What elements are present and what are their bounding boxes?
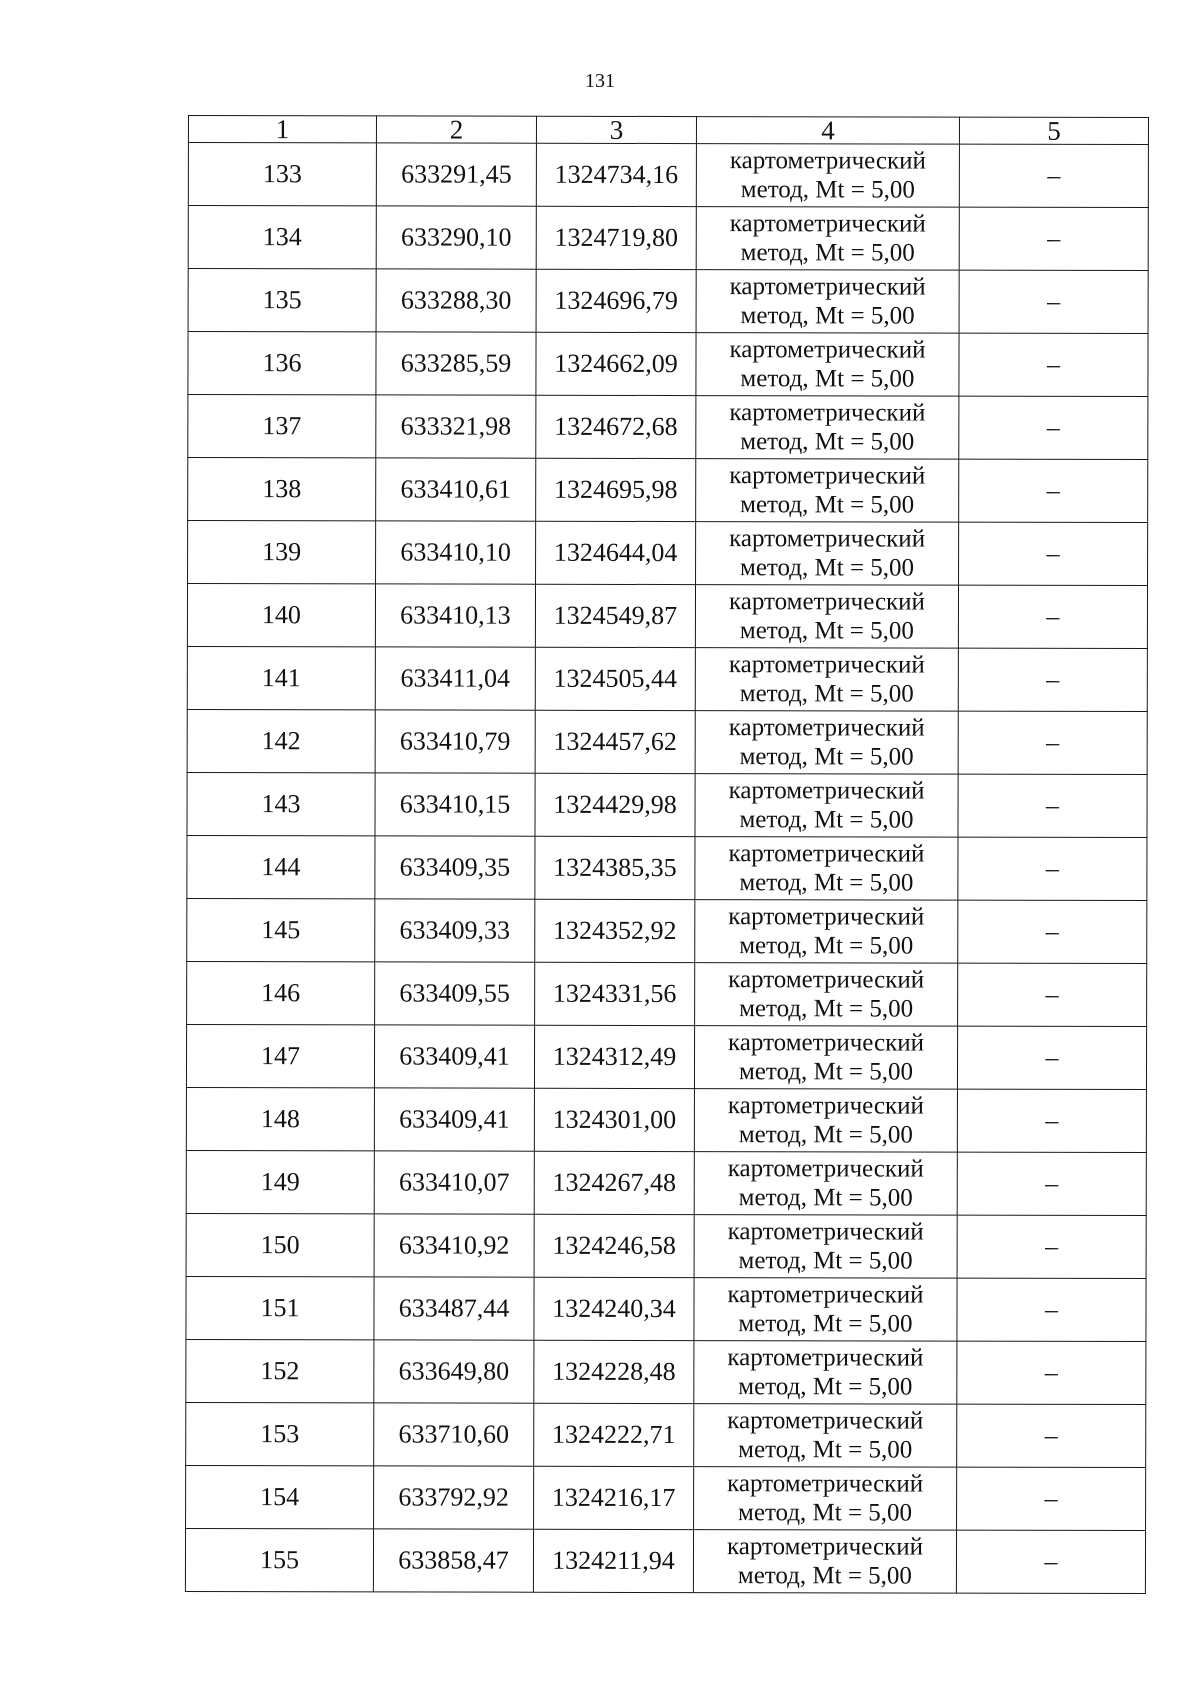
- y-coordinate-cell: 1324246,58: [534, 1214, 694, 1277]
- point-number-cell: 144: [187, 835, 375, 898]
- table-row: [186, 1150, 1146, 1215]
- method-line-1: картометрический: [729, 336, 926, 364]
- method-cell: [696, 144, 959, 208]
- column-5-cell: –: [958, 648, 1147, 711]
- column-5-cell: –: [957, 1404, 1146, 1467]
- x-coordinate-cell: 633410,10: [376, 521, 536, 584]
- table-row: [188, 458, 1148, 523]
- y-coordinate-cell: 1324222,71: [534, 1403, 694, 1466]
- column-5-cell: –: [959, 207, 1148, 270]
- method-line-2: метод, Mt = 5,00: [737, 1562, 912, 1590]
- table-row: [187, 835, 1147, 900]
- column-5-cell: –: [959, 333, 1148, 396]
- y-coordinate-cell: 1324216,17: [534, 1466, 694, 1529]
- column-5-cell: –: [957, 1026, 1146, 1089]
- table-row: [187, 709, 1147, 774]
- column-5-cell: –: [959, 396, 1148, 459]
- table-row: [188, 395, 1148, 460]
- x-coordinate-cell: 633487,44: [374, 1277, 534, 1340]
- method-line-2: метод, Mt = 5,00: [740, 302, 915, 330]
- method-cell: [694, 1341, 957, 1405]
- point-number-cell: 149: [186, 1150, 374, 1213]
- table-row: [186, 1465, 1146, 1530]
- point-number-cell: 134: [188, 206, 376, 269]
- table-row: [188, 332, 1148, 397]
- table-row: [187, 584, 1147, 649]
- method-line-1: картометрический: [729, 210, 926, 238]
- y-coordinate-cell: 1324228,48: [534, 1340, 694, 1403]
- column-5-cell: –: [959, 459, 1148, 522]
- column-5-cell: –: [956, 1530, 1145, 1593]
- method-line-1: картометрический: [728, 840, 925, 868]
- method-cell: [694, 1215, 957, 1279]
- x-coordinate-cell: 633410,15: [375, 773, 535, 836]
- point-number-cell: 140: [187, 584, 375, 647]
- method-line-1: картометрический: [727, 1218, 924, 1246]
- method-line-1: картометрический: [729, 462, 926, 490]
- method-cell: [695, 900, 958, 964]
- method-cell: [695, 774, 958, 838]
- method-cell: [694, 1026, 957, 1090]
- table-row: [187, 898, 1147, 963]
- point-number-cell: 135: [188, 269, 376, 332]
- method-line-1: картометрический: [727, 1344, 924, 1372]
- x-coordinate-cell: 633411,04: [375, 647, 535, 710]
- method-line-2: метод, Mt = 5,00: [740, 428, 915, 456]
- x-coordinate-cell: 633792,92: [374, 1466, 534, 1529]
- method-cell: [696, 333, 959, 397]
- column-5-cell: –: [959, 522, 1148, 585]
- method-line-1: картометрический: [728, 777, 925, 805]
- column-5-cell: –: [958, 774, 1147, 837]
- method-line-2: метод, Mt = 5,00: [740, 176, 915, 204]
- method-line-1: картометрический: [727, 1470, 924, 1498]
- table-row: [186, 1024, 1146, 1089]
- table-row: [188, 521, 1148, 586]
- table-row: [186, 1276, 1146, 1341]
- column-5-cell: –: [959, 270, 1148, 333]
- column-5-cell: –: [957, 1215, 1146, 1278]
- method-line-1: картометрический: [728, 903, 925, 931]
- point-number-cell: 137: [188, 395, 376, 458]
- table-row: [186, 1213, 1146, 1278]
- method-cell: [695, 963, 958, 1027]
- column-5-cell: –: [958, 585, 1147, 648]
- method-line-2: метод, Mt = 5,00: [738, 1058, 914, 1086]
- table-row: [187, 961, 1147, 1026]
- point-number-cell: 153: [186, 1402, 374, 1465]
- header-col-1: 1: [188, 116, 376, 143]
- page-number: 131: [585, 70, 615, 92]
- method-cell: [696, 270, 959, 334]
- column-5-cell: –: [958, 837, 1147, 900]
- y-coordinate-cell: 1324352,92: [535, 899, 695, 962]
- column-5-cell: –: [958, 711, 1147, 774]
- x-coordinate-cell: 633285,59: [376, 332, 536, 395]
- y-coordinate-cell: 1324719,80: [536, 206, 696, 269]
- table-header: [188, 116, 1148, 145]
- method-line-2: метод, Mt = 5,00: [739, 743, 914, 771]
- y-coordinate-cell: 1324240,34: [534, 1277, 694, 1340]
- y-coordinate-cell: 1324267,48: [534, 1151, 694, 1214]
- table-row: [185, 1528, 1145, 1593]
- method-line-2: метод, Mt = 5,00: [739, 680, 914, 708]
- x-coordinate-cell: 633410,07: [374, 1151, 534, 1214]
- table-row: [188, 143, 1148, 208]
- column-5-cell: –: [958, 963, 1147, 1026]
- method-cell: [694, 1152, 957, 1216]
- method-line-2: метод, Mt = 5,00: [739, 869, 914, 897]
- x-coordinate-cell: 633410,92: [374, 1214, 534, 1277]
- x-coordinate-cell: 633410,13: [375, 584, 535, 647]
- coordinates-table: [185, 115, 1149, 1594]
- method-line-2: метод, Mt = 5,00: [740, 491, 915, 519]
- x-coordinate-cell: 633288,30: [376, 269, 536, 332]
- method-cell: [696, 396, 959, 460]
- point-number-cell: 142: [187, 709, 375, 772]
- point-number-cell: 146: [187, 961, 375, 1024]
- column-5-cell: –: [959, 144, 1148, 207]
- column-5-cell: –: [957, 1089, 1146, 1152]
- y-coordinate-cell: 1324644,04: [536, 521, 696, 584]
- method-line-2: метод, Mt = 5,00: [739, 617, 914, 645]
- method-line-1: картометрический: [728, 588, 925, 616]
- table-row: [188, 269, 1148, 334]
- point-number-cell: 136: [188, 332, 376, 395]
- method-line-1: картометрический: [727, 1155, 924, 1183]
- table-body: [185, 143, 1148, 1594]
- method-line-1: картометрический: [727, 1092, 924, 1120]
- y-coordinate-cell: 1324331,56: [535, 962, 695, 1025]
- x-coordinate-cell: 633409,41: [374, 1088, 534, 1151]
- method-line-2: метод, Mt = 5,00: [739, 995, 914, 1023]
- method-cell: [696, 207, 959, 271]
- y-coordinate-cell: 1324211,94: [533, 1529, 693, 1592]
- method-cell: [695, 837, 958, 901]
- header-col-2: 2: [376, 116, 536, 143]
- x-coordinate-cell: 633410,61: [376, 458, 536, 521]
- method-line-2: метод, Mt = 5,00: [740, 365, 915, 393]
- x-coordinate-cell: 633858,47: [373, 1529, 533, 1592]
- method-line-1: картометрический: [729, 399, 926, 427]
- method-cell: [695, 711, 958, 775]
- header-col-5: 5: [959, 117, 1148, 144]
- method-line-2: метод, Mt = 5,00: [738, 1499, 913, 1527]
- header-col-4: 4: [696, 117, 959, 145]
- point-number-cell: 154: [186, 1465, 374, 1528]
- table-row: [186, 1339, 1146, 1404]
- point-number-cell: 139: [188, 521, 376, 584]
- y-coordinate-cell: 1324662,09: [536, 332, 696, 395]
- method-cell: [695, 648, 958, 712]
- column-5-cell: –: [957, 1278, 1146, 1341]
- method-line-2: метод, Mt = 5,00: [738, 1121, 913, 1149]
- point-number-cell: 151: [186, 1276, 374, 1339]
- table-row: [186, 1402, 1146, 1467]
- y-coordinate-cell: 1324549,87: [535, 584, 695, 647]
- method-cell: [694, 1467, 957, 1531]
- method-line-2: метод, Mt = 5,00: [738, 1247, 913, 1275]
- x-coordinate-cell: 633321,98: [376, 395, 536, 458]
- method-line-2: метод, Mt = 5,00: [738, 1373, 913, 1401]
- y-coordinate-cell: 1324385,35: [535, 836, 695, 899]
- y-coordinate-cell: 1324695,98: [536, 458, 696, 521]
- method-line-1: картометрический: [729, 147, 926, 175]
- column-5-cell: –: [957, 1152, 1146, 1215]
- header-row: [188, 116, 1148, 145]
- method-cell: [693, 1530, 956, 1594]
- table-row: [187, 646, 1147, 711]
- x-coordinate-cell: 633649,80: [374, 1340, 534, 1403]
- x-coordinate-cell: 633409,33: [375, 899, 535, 962]
- point-number-cell: 148: [186, 1087, 374, 1150]
- method-cell: [695, 585, 958, 649]
- header-col-3: 3: [536, 116, 696, 143]
- point-number-cell: 138: [188, 458, 376, 521]
- method-line-1: картометрический: [728, 651, 925, 679]
- method-line-1: картометрический: [728, 714, 925, 742]
- table-row: [187, 772, 1147, 837]
- point-number-cell: 143: [187, 772, 375, 835]
- method-line-2: метод, Mt = 5,00: [739, 932, 914, 960]
- y-coordinate-cell: 1324429,98: [535, 773, 695, 836]
- method-line-2: метод, Mt = 5,00: [739, 554, 915, 582]
- method-cell: [694, 1089, 957, 1153]
- method-line-1: картометрический: [728, 966, 925, 994]
- point-number-cell: 152: [186, 1339, 374, 1402]
- x-coordinate-cell: 633290,10: [376, 206, 536, 269]
- method-line-2: метод, Mt = 5,00: [738, 1184, 913, 1212]
- x-coordinate-cell: 633410,79: [375, 710, 535, 773]
- method-line-2: метод, Mt = 5,00: [739, 806, 914, 834]
- point-number-cell: 150: [186, 1213, 374, 1276]
- method-cell: [696, 459, 959, 523]
- method-line-2: метод, Mt = 5,00: [740, 239, 915, 267]
- point-number-cell: 145: [187, 898, 375, 961]
- method-cell: [694, 1278, 957, 1342]
- column-5-cell: –: [957, 1467, 1146, 1530]
- y-coordinate-cell: 1324301,00: [534, 1088, 694, 1151]
- y-coordinate-cell: 1324312,49: [534, 1025, 694, 1088]
- x-coordinate-cell: 633710,60: [374, 1403, 534, 1466]
- y-coordinate-cell: 1324734,16: [536, 143, 696, 206]
- y-coordinate-cell: 1324505,44: [535, 647, 695, 710]
- point-number-cell: 147: [186, 1024, 374, 1087]
- x-coordinate-cell: 633409,35: [375, 836, 535, 899]
- method-line-1: картометрический: [729, 273, 926, 301]
- method-line-1: картометрический: [728, 1029, 925, 1057]
- method-cell: [694, 1404, 957, 1468]
- method-line-1: картометрический: [727, 1281, 924, 1309]
- table-row: [188, 206, 1148, 271]
- x-coordinate-cell: 633409,41: [374, 1025, 534, 1088]
- method-line-2: метод, Mt = 5,00: [738, 1436, 913, 1464]
- y-coordinate-cell: 1324457,62: [535, 710, 695, 773]
- x-coordinate-cell: 633291,45: [376, 143, 536, 206]
- point-number-cell: 133: [188, 143, 376, 206]
- method-line-1: картометрический: [729, 525, 926, 553]
- column-5-cell: –: [958, 900, 1147, 963]
- x-coordinate-cell: 633409,55: [375, 962, 535, 1025]
- method-line-1: картометрический: [727, 1407, 924, 1435]
- table-row: [186, 1087, 1146, 1152]
- method-cell: [696, 522, 959, 586]
- method-line-1: картометрический: [726, 1533, 924, 1561]
- y-coordinate-cell: 1324672,68: [536, 395, 696, 458]
- point-number-cell: 155: [185, 1528, 373, 1591]
- y-coordinate-cell: 1324696,79: [536, 269, 696, 332]
- method-line-2: метод, Mt = 5,00: [738, 1310, 913, 1338]
- point-number-cell: 141: [187, 646, 375, 709]
- column-5-cell: –: [957, 1341, 1146, 1404]
